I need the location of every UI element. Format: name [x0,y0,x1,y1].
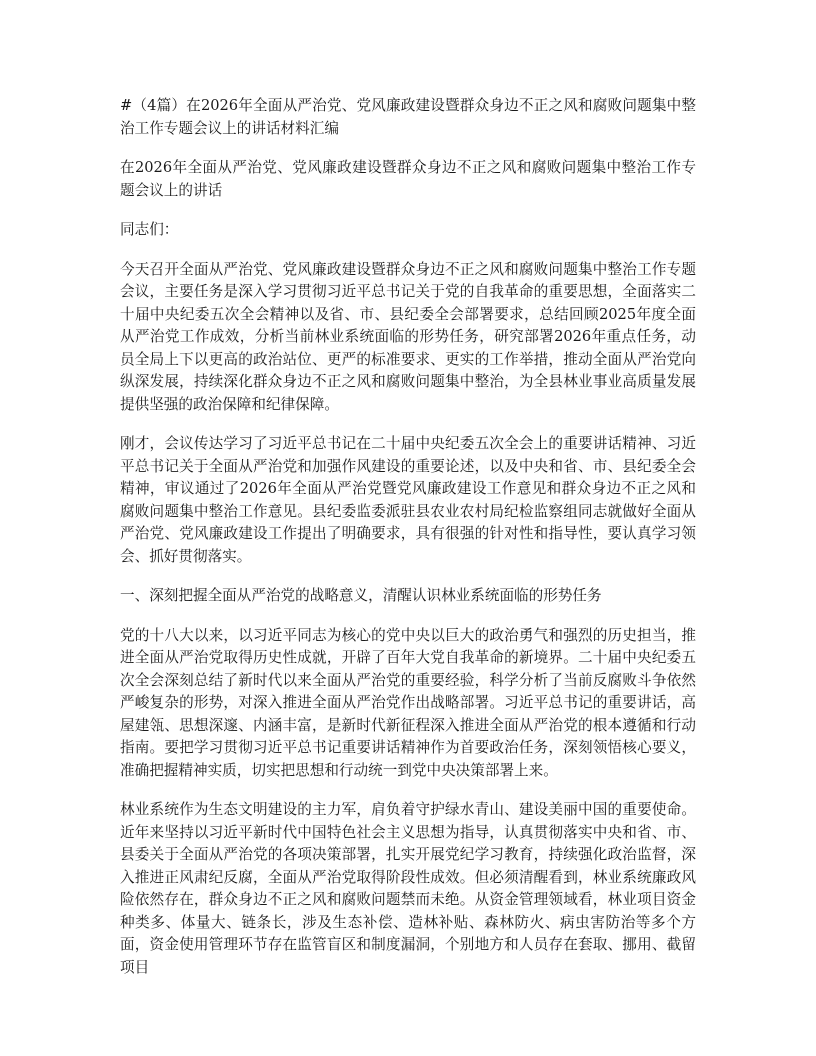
section-paragraph-1: 党的十八大以来，以习近平同志为核心的党中央以巨大的政治勇气和强烈的历史担当，推进全面从严治党取得历史性成就，开辟了百年大党自我革命的新境界。二十届中央纪委五次全会深刻总结了新时代以来全面从严治党的重要经验，科学分析了当前反腐败斗争依然严峻复杂的形势，对深入推进全面从严治党作出战略部署。习近平总书记的重要讲话，高屋建瓴、思想深邃、内涵丰富，是新时代新征程深入推进全面从严治党的根本遵循和行动指南。要把学习贯彻习近平总书记重要讲话精神作为首要政治任务，深刻领悟核心要义，准确把握精神实质，切实把思想和行动统一到党中央决策部署上来。 [120,626,696,779]
section-paragraph-2: 林业系统作为生态文明建设的主力军，肩负着守护绿水青山、建设美丽中国的重要使命。近年来坚持以习近平新时代中国特色社会主义思想为指导，认真贯彻落实中央和省、市、县委关于全面从严治党的各项决策部署，扎实开展党纪学习教育，持续强化政治监督，深入推进正风肃纪反腐，全面从严治党取得阶段性成效。但必须清醒看到，林业系统廉政风险依然存在，群众身边不正之风和腐败问题禁而未绝。从资金管理领域看，林业项目资金种类多、体量大、链条长，涉及生态补偿、造林补贴、森林防火、病虫害防治等多个方面，资金使用管理环节存在监管盲区和制度漏洞，个别地方和人员存在套取、挪用、截留项目 [120,801,696,976]
document-page [120,95,696,996]
salutation: 同志们： [120,221,179,238]
body-paragraph-2: 刚才，会议传达学习了习近平总书记在二十届中央纪委五次全会上的重要讲话精神、习近平总书记关于全面从严治党和加强作风建设的重要论述，以及中央和省、市、县纪委全会精神，审议通过了2026年全面从严治党暨党风廉政建设工作意见和群众身边不正之风和腐败问题集中整治工作意见。县纪委监委派驻县农业农村局纪检监察组同志就做好全面从严治党、党风廉政建设工作提出了明确要求，具有很强的针对性和指导性，要认真学习领会、抓好贯彻落实。 [120,435,696,565]
document-subtitle: 在2026年全面从严治党、党风廉政建设暨群众身边不正之风和腐败问题集中整治工作专题会议上的讲话 [120,159,696,199]
section-heading: 一、深刻把握全面从严治党的战略意义，清醒认识林业系统面临的形势任务 [120,587,602,604]
body-paragraph-1: 今天召开全面从严治党、党风廉政建设暨群众身边不正之风和腐败问题集中整治工作专题会议，主要任务是深入学习贯彻习近平总书记关于党的自我革命的重要思想，全面落实二十届中央纪委五次全会精神以及省、市、县纪委全会部署要求，总结回顾2025年度全面从严治党工作成效，分析当前林业系统面临的形势任务，研究部署2026年重点任务，动员全局上下以更高的政治站位、更严的标准要求、更实的工作举措，推动全面从严治党向纵深发展，持续深化群众身边不正之风和腐败问题集中整治，为全县林业事业高质量发展提供坚强的政治保障和纪律保障。 [120,260,696,413]
document-title: #（4篇）在2026年全面从严治党、党风廉政建设暨群众身边不正之风和腐败问题集中整治工作专题会议上的讲话材料汇编 [120,97,696,137]
